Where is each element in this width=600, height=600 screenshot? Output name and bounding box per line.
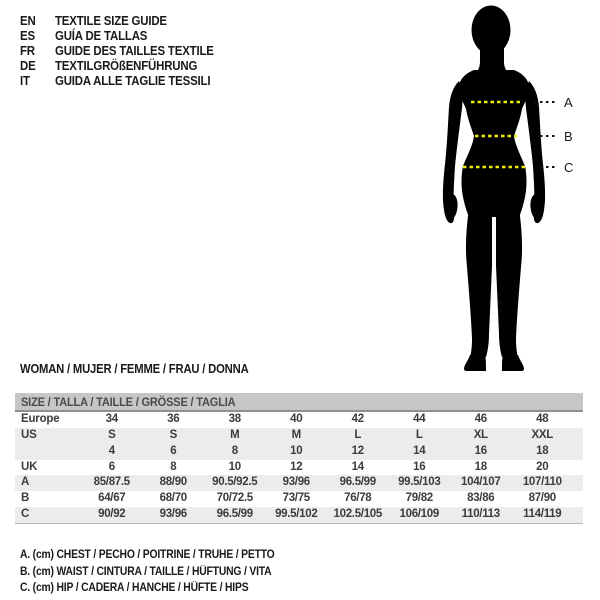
- woman-silhouette-figure: [428, 4, 600, 372]
- table-cell: 48: [536, 413, 549, 425]
- table-row: [15, 428, 583, 444]
- table-row: [15, 507, 583, 523]
- table-cell: 10: [290, 444, 303, 457]
- language-row-es: [20, 28, 235, 43]
- legend-text: A. (cm) CHEST / PECHO / POITRINE / TRUHE / PETTO: [20, 549, 275, 561]
- table-cell: 102.5/105: [333, 508, 382, 521]
- table-cell: 34: [105, 413, 118, 425]
- table-cell: L: [354, 428, 362, 441]
- table-cell: 96.5/99: [339, 476, 376, 489]
- language-title: TEXTILE SIZE GUIDE: [55, 13, 167, 28]
- measure-label-a: A: [564, 95, 573, 110]
- table-cell: 87/90: [528, 492, 556, 505]
- table-cell: 90.5/92.5: [212, 476, 258, 489]
- language-title: GUIDA ALLE TAGLIE TESSILI: [55, 73, 211, 88]
- table-cell: 93/96: [282, 476, 310, 489]
- table-cell: 76/78: [344, 492, 372, 505]
- table-cell: 8: [231, 444, 238, 457]
- table-cell: 107/110: [522, 476, 562, 489]
- size-table-header: [15, 393, 583, 412]
- language-row-de: [20, 58, 235, 73]
- language-row-it: [20, 73, 235, 88]
- language-code: FR: [20, 43, 35, 58]
- table-cell: 16: [413, 460, 426, 473]
- language-title: GUÍA DE TALLAS: [55, 28, 148, 43]
- table-cell: 99.5/103: [398, 476, 441, 489]
- table-cell: 18: [536, 444, 549, 457]
- table-cell: 46: [474, 413, 487, 425]
- row-label: [15, 444, 81, 460]
- size-table-header-label: SIZE / TALLA / TAILLE / GRÖSSE / TAGLIA: [21, 395, 236, 409]
- table-cell: 85/87.5: [93, 476, 130, 489]
- woman-silhouette: [443, 6, 545, 372]
- size-table-body: [15, 412, 583, 524]
- table-cell: 110/113: [461, 508, 500, 521]
- table-cell: 12: [351, 444, 364, 457]
- language-title-list: [20, 13, 235, 88]
- table-cell: 79/82: [405, 492, 433, 505]
- table-cell: M: [230, 428, 240, 441]
- row-label: UK: [21, 460, 38, 473]
- row-label: B: [21, 492, 30, 505]
- table-cell: 36: [167, 413, 180, 425]
- table-cell: 93/96: [159, 508, 187, 521]
- language-title: GUIDE DES TAILLES TEXTILE: [55, 43, 214, 58]
- measure-label-c: C: [564, 160, 574, 175]
- legend-row-b: [20, 563, 303, 580]
- language-title: TEXTILGRÖßENFÜHRUNG: [55, 58, 198, 73]
- table-cell: 104/107: [461, 476, 501, 489]
- size-table: [15, 393, 583, 524]
- row-label: A: [21, 476, 30, 489]
- table-row: [15, 491, 583, 507]
- table-cell: L: [415, 428, 423, 441]
- row-label: C: [21, 508, 30, 521]
- table-cell: 8: [170, 460, 177, 473]
- table-cell: 90/92: [98, 508, 126, 521]
- measurement-legend: [20, 546, 303, 596]
- table-cell: 14: [413, 444, 426, 457]
- language-code: EN: [20, 13, 36, 28]
- table-row: [15, 444, 583, 460]
- table-cell: 6: [108, 460, 115, 473]
- table-cell: 12: [290, 460, 303, 473]
- table-cell: 88/90: [159, 476, 187, 489]
- table-cell: 18: [474, 460, 487, 473]
- table-cell: 96.5/99: [216, 508, 253, 521]
- table-cell: M: [291, 428, 301, 441]
- table-cell: XXL: [531, 428, 553, 441]
- row-label: Europe: [21, 413, 60, 425]
- table-cell: 64/67: [98, 492, 126, 505]
- language-code: IT: [20, 73, 30, 88]
- legend-row-a: [20, 546, 303, 563]
- table-cell: 99.5/102: [275, 508, 318, 521]
- table-row: [15, 475, 583, 491]
- language-code: DE: [20, 58, 36, 73]
- legend-text: B. (cm) WAIST / CINTURA / TAILLE / HÜFTUNG / VITA: [20, 565, 272, 578]
- table-cell: 70/72.5: [216, 492, 253, 505]
- table-cell: 6: [170, 444, 177, 457]
- table-cell: 83/86: [467, 492, 495, 505]
- language-row-en: [20, 13, 235, 28]
- table-cell: 4: [108, 444, 115, 457]
- table-cell: S: [169, 428, 177, 441]
- table-cell: 14: [351, 460, 364, 473]
- table-cell: 68/70: [159, 492, 187, 505]
- language-row-fr: [20, 43, 235, 58]
- table-row: [15, 412, 583, 428]
- row-label: US: [21, 428, 37, 441]
- table-cell: 42: [351, 413, 364, 425]
- table-cell: 44: [413, 413, 426, 425]
- table-cell: 40: [290, 413, 303, 425]
- table-cell: 38: [228, 413, 241, 425]
- table-cell: 106/109: [399, 508, 439, 521]
- table-cell: 114/119: [523, 508, 562, 521]
- legend-text: C. (cm) HIP / CADERA / HANCHE / HÜFTE / HIPS: [20, 582, 249, 595]
- table-cell: 20: [536, 460, 549, 473]
- table-cell: 16: [474, 444, 487, 457]
- table-cell: 10: [228, 460, 241, 473]
- table-cell: S: [108, 428, 116, 441]
- measure-label-b: B: [564, 129, 573, 144]
- section-title-woman: WOMAN / MUJER / FEMME / FRAU / DONNA: [20, 362, 249, 376]
- table-cell: XL: [473, 428, 488, 441]
- legend-row-c: [20, 579, 303, 596]
- table-cell: 73/75: [282, 492, 310, 505]
- table-row: [15, 460, 583, 476]
- language-code: ES: [20, 28, 35, 43]
